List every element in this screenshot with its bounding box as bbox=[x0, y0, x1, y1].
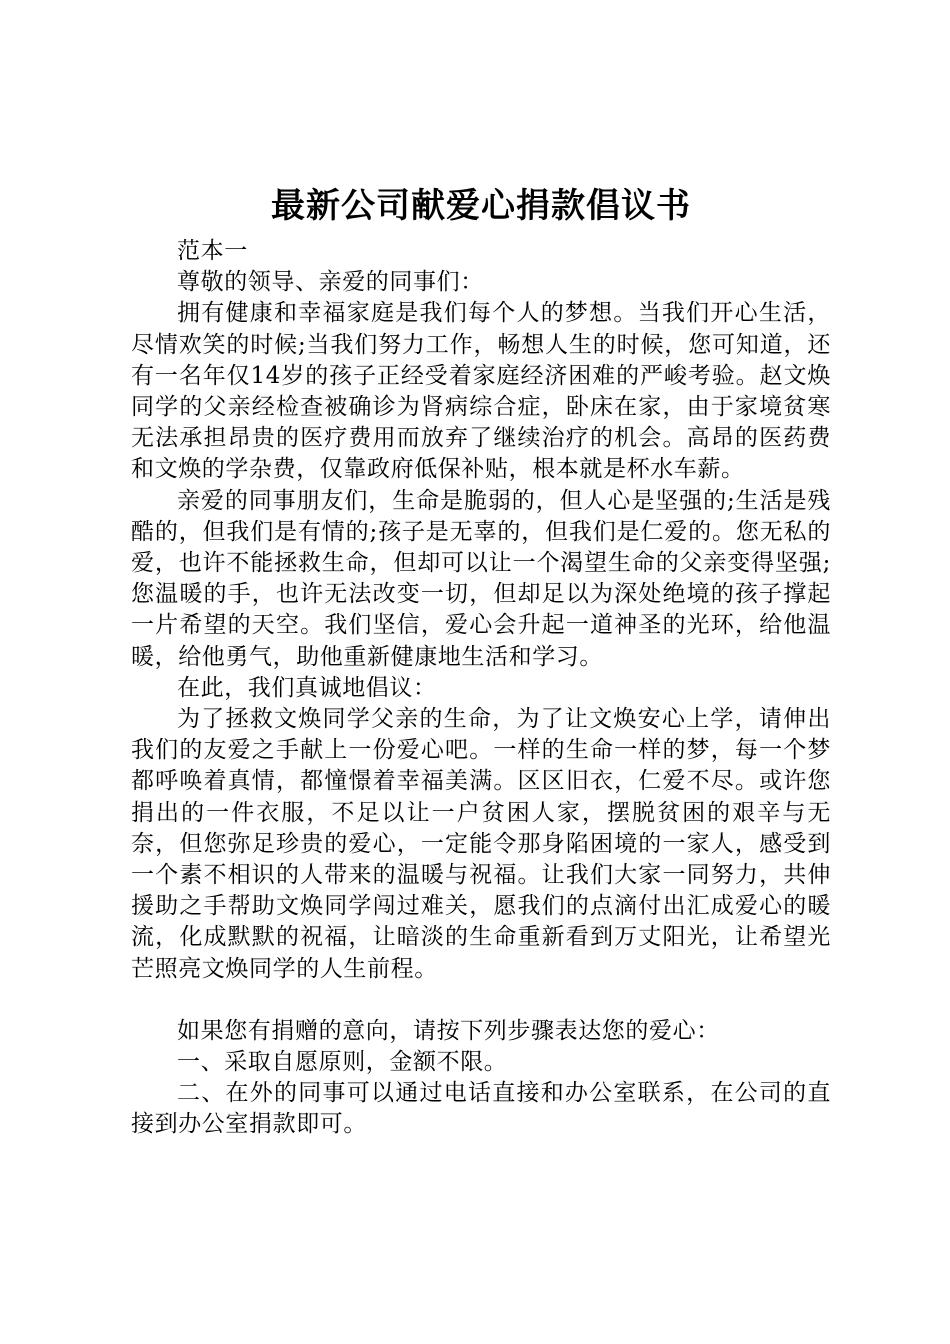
template-label: 范本一 bbox=[177, 238, 248, 264]
proposal-intro: 在此，我们真诚地倡议： bbox=[177, 674, 437, 701]
document-body bbox=[131, 180, 831, 1141]
paragraph-appeal: 亲爱的同事朋友们，生命是脆弱的，但人心是坚强的;生活是残酷的，但我们是有情的;孩子是无辜的，但我们是仁爱的。您无私的爱，也许不能拯救生命，但却可以让一个渴望生命的父亲变得坚强;您温暖的手，也许无法改变一切，但却足以为深处绝境的孩子撑起一片希望的天空。我们坚信，爱心会升起一道神圣的光环，给他温暖，给他勇气，助他重新健康地生活和学习。 bbox=[131, 487, 831, 670]
paragraph-spacer bbox=[131, 985, 831, 1016]
paragraph-proposal: 为了拯救文焕同学父亲的生命，为了让文焕安心上学，请伸出我们的友爱之手献上一份爱心吧。一样的生命一样的梦，每一个梦都呼唤着真情，都憧憬着幸福美满。区区旧衣，仁爱不尽。或许您捐出的一件衣服，不足以让一户贫困人家，摆脱贫困的艰辛与无奈，但您弥足珍贵的爱心，一定能令那身陷困境的一家人，感受到一个素不相识的人带来的温暖与祝福。让我们大家一同努力，共伸援助之手帮助文焕同学闯过难关，愿我们的点滴付出汇成爱心的暖流，化成默默的祝福，让暗淡的生命重新看到万丈阳光，让希望光芒照亮文焕同学的人生前程。 bbox=[131, 706, 831, 982]
donation-steps-intro: 如果您有捐赠的意向，请按下列步骤表达您的爱心： bbox=[177, 1017, 720, 1044]
document-title: 最新公司献爱心捐款倡议书 bbox=[271, 186, 691, 226]
paragraph-background: 拥有健康和幸福家庭是我们每个人的梦想。当我们开心生活，尽情欢笑的时候;当我们努力工作，畅想人生的时候，您可知道，还有一名年仅14岁的孩子正经受着家庭经济困难的严峻考验。赵文焕同学的父亲经检查被确诊为肾病综合症，卧床在家，由于家境贫寒无法承担昂贵的医疗费用而放弃了继续治疗的机会。高昂的医药费和文焕的学杂费，仅靠政府低保补贴，根本就是杯水车薪。 bbox=[131, 300, 831, 483]
salutation: 尊敬的领导、亲爱的同事们： bbox=[177, 269, 484, 296]
donation-step-1: 一、采取自愿原则，金额不限。 bbox=[177, 1049, 508, 1076]
donation-step-2: 二、在外的同事可以通过电话直接和办公室联系，在公司的直接到办公室捐款即可。 bbox=[131, 1080, 831, 1138]
